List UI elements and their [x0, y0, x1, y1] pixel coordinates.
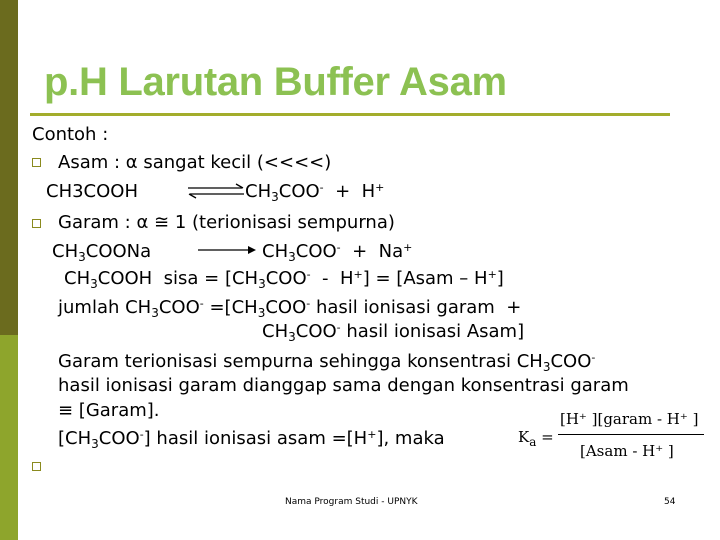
line-sisa: $CH_3COOH$ sisa = $[CH_3COO^- - H^+]$ = [Asam – H+]	[64, 268, 504, 291]
sidebar-bottom-band	[0, 335, 18, 540]
line-terionisasi: Garam terionisasi sempurna sehingga konsentrasi $CH_3COO^-$	[58, 351, 596, 374]
line-garam: Garam : α ≅ 1 (terionisasi sempurna)	[58, 212, 395, 233]
right-arrow-icon	[196, 243, 258, 257]
ka-numerator: [H⁺ ][garam - H⁺ ]	[560, 410, 699, 428]
line-contoh: Contoh :	[32, 124, 109, 145]
equilibrium-arrow-icon	[186, 182, 246, 200]
line-asam: Asam : α sangat kecil (<<<<)	[58, 152, 332, 173]
bullet-square-icon	[32, 219, 41, 228]
fraction-bar	[558, 434, 704, 435]
ka-denominator: [Asam - H⁺ ]	[580, 442, 674, 460]
bullet-square-icon	[32, 158, 41, 167]
ka-symbol: $K_a$ =	[518, 428, 554, 449]
line-garam-equiv: ≡ [Garam].	[58, 400, 160, 421]
title-underline	[30, 113, 670, 116]
page-number: 54	[664, 497, 676, 507]
line-maka: $[CH_3COO^-]$ hasil ionisasi asam =[H+], maka	[58, 428, 445, 451]
line-dianggap: hasil ionisasi garam dianggap sama dengan konsentrasi garam	[58, 375, 629, 396]
line-jumlah: jumlah $CH_3COO^- =[CH_3COO^-$ hasil ionisasi garam +	[58, 297, 522, 320]
sidebar-top-band	[0, 0, 18, 335]
line-hasil-asam: $CH_3COO^-$ hasil ionisasi Asam]	[262, 321, 525, 344]
reaction-salt-left: $CH_3COONa$	[52, 241, 152, 264]
reaction-acid-right: $CH_3COO^- + H^+$	[245, 181, 385, 204]
footer-program: Nama Program Studi - UPNYK	[285, 497, 418, 507]
bullet-square-icon	[32, 462, 41, 471]
reaction-salt-right: $CH_3COO^- + Na^+$	[262, 241, 413, 264]
slide-title: p.H Larutan Buffer Asam	[44, 60, 507, 104]
reaction-acid-left: CH3COOH	[46, 181, 138, 202]
